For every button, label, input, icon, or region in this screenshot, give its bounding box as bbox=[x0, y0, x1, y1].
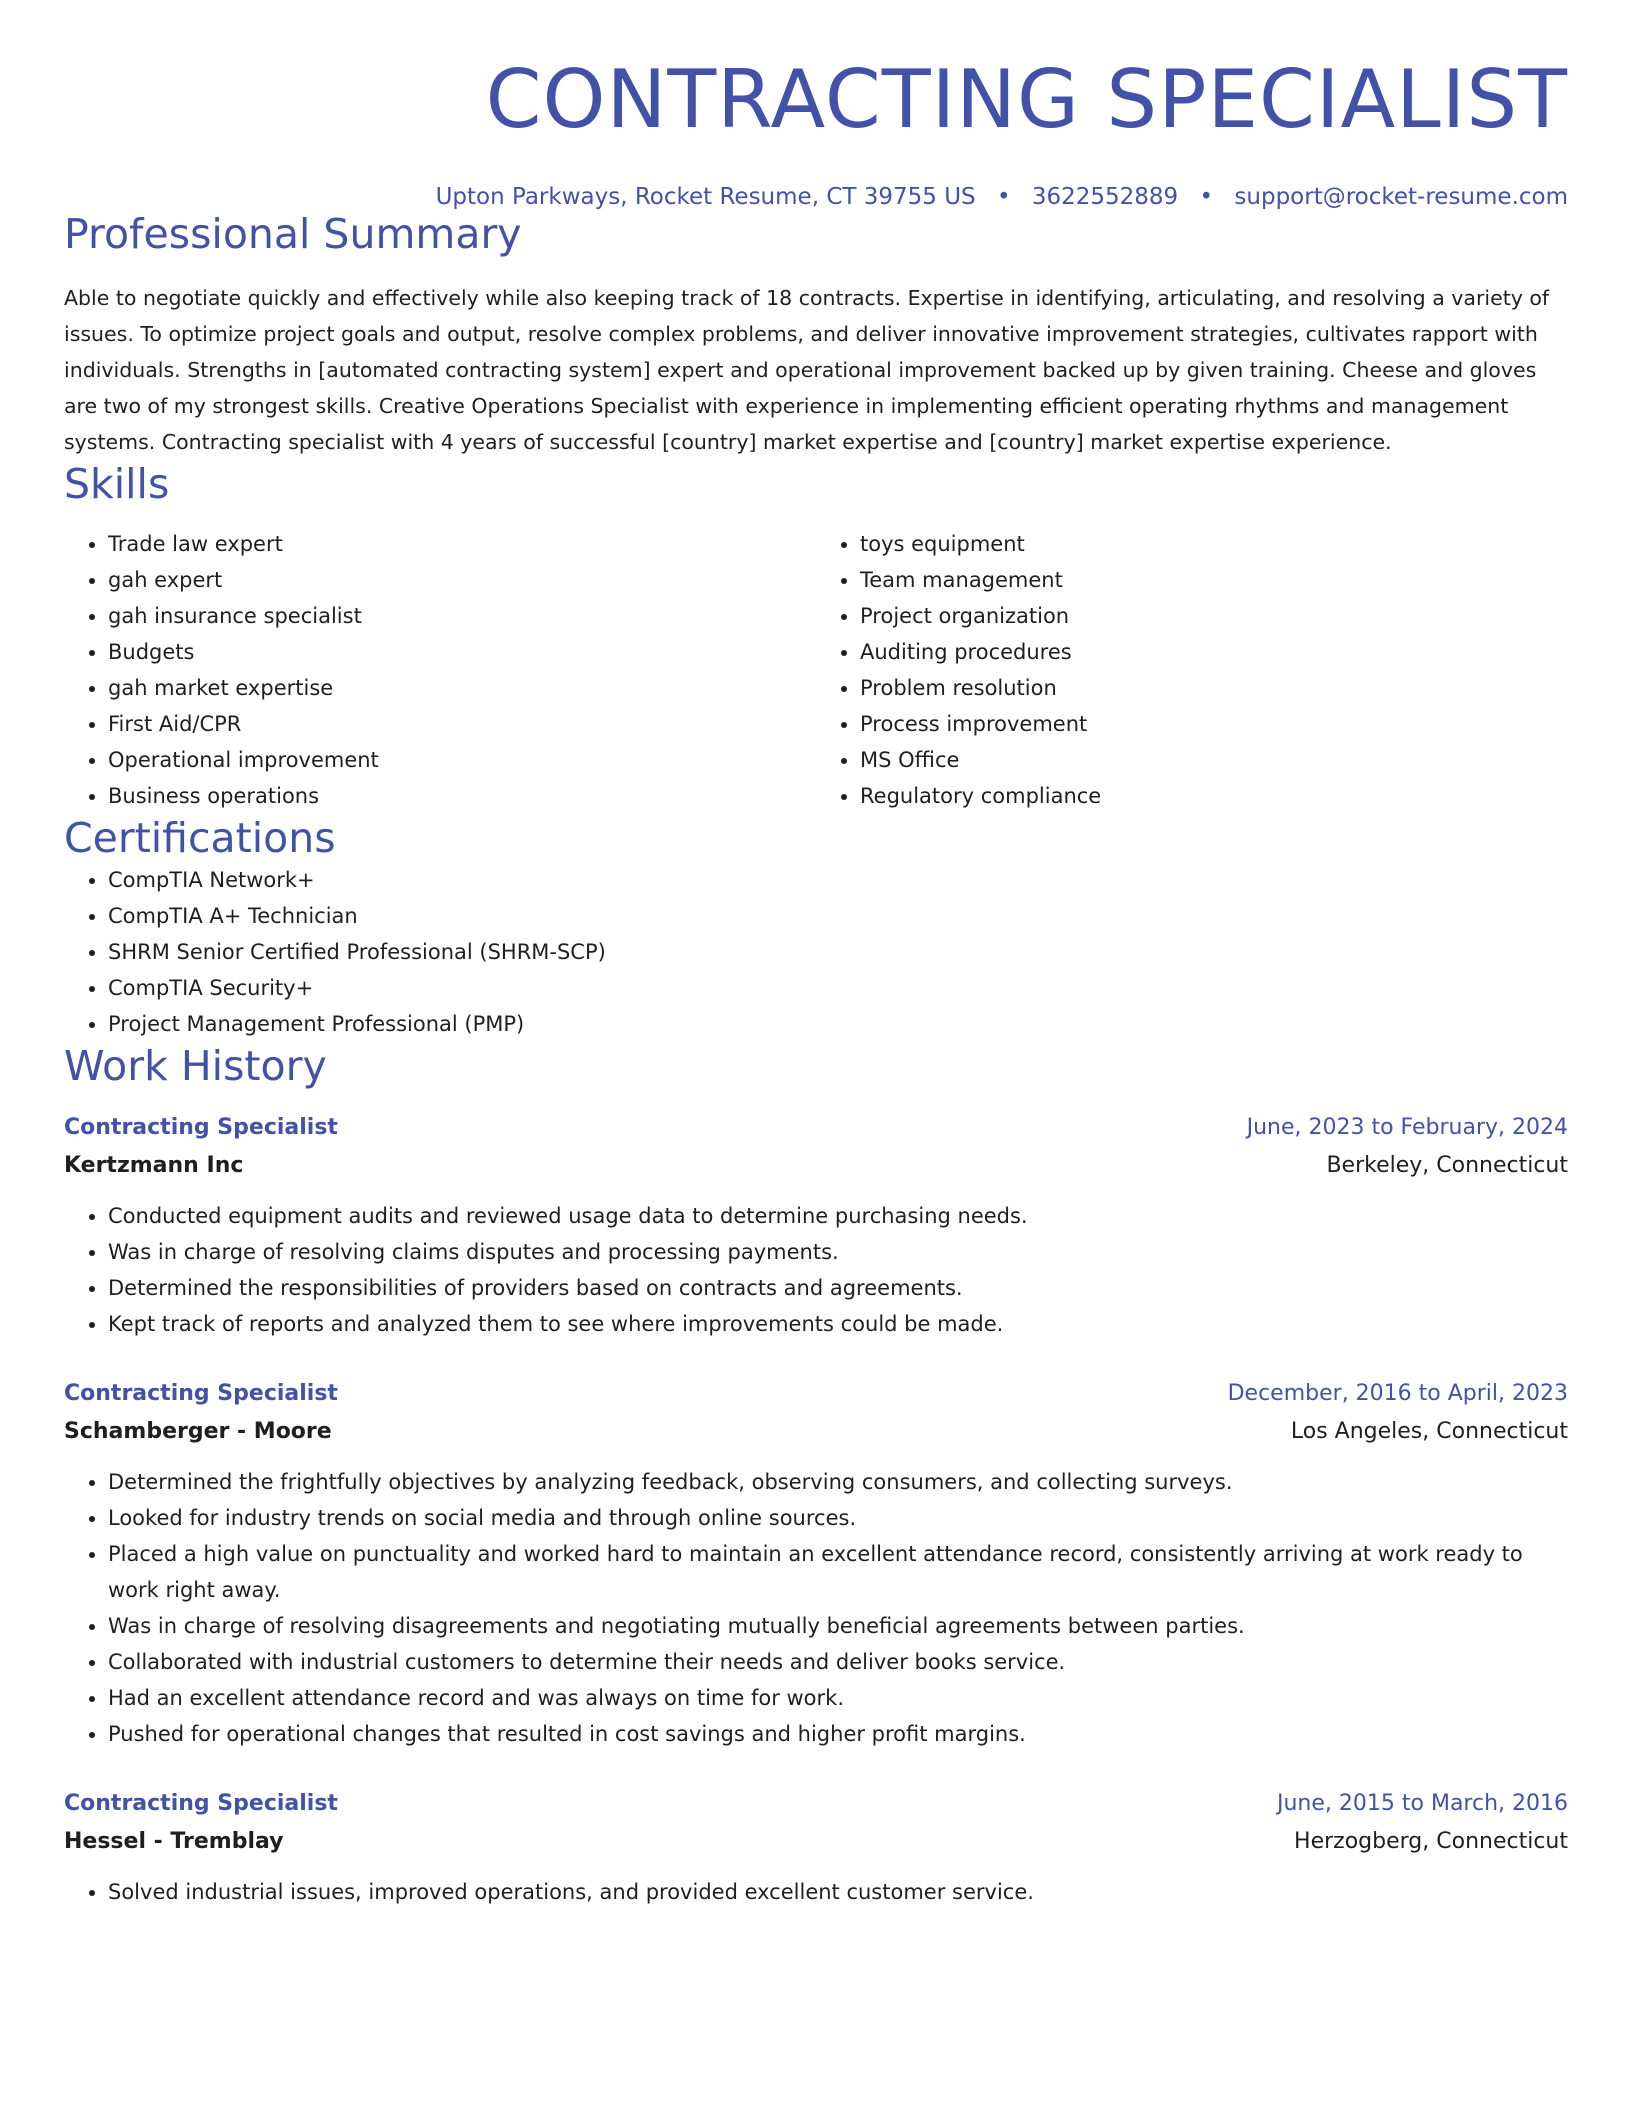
skill-item: • Trade law expert bbox=[108, 526, 816, 562]
job-title: Contracting Specialist bbox=[64, 1791, 338, 1816]
skill-item: • Process improvement bbox=[860, 706, 1568, 742]
job-bullet: • Had an excellent attendance record and was always on time for work. bbox=[108, 1680, 1568, 1716]
summary-heading: Professional Summary bbox=[64, 210, 522, 258]
skill-item: • gah expert bbox=[108, 562, 816, 598]
contact-separator: • bbox=[996, 184, 1011, 210]
certification-item: • SHRM Senior Certified Professional (SHRM-SCP) bbox=[108, 934, 1568, 970]
job-bullet: • Was in charge of resolving claims disputes and processing payments. bbox=[108, 1234, 1568, 1270]
job-bullets bbox=[64, 1464, 1568, 1752]
skill-item: • Budgets bbox=[108, 634, 816, 670]
job-company: Kertzmann Inc bbox=[64, 1153, 244, 1178]
job-bullet: • Determined the frightfully objectives by analyzing feedback, observing consumers, and collecting surveys. bbox=[108, 1464, 1568, 1500]
job-header bbox=[64, 1110, 1568, 1146]
job-subheader bbox=[64, 1412, 1568, 1452]
skill-item: • MS Office bbox=[860, 742, 1568, 778]
contact-separator: • bbox=[1199, 184, 1214, 210]
contact-email[interactable]: support@rocket-resume.com bbox=[1234, 184, 1568, 210]
job-title: Contracting Specialist bbox=[64, 1381, 338, 1406]
resume-title: CONTRACTING SPECIALIST bbox=[485, 53, 1568, 146]
job-company: Hessel - Tremblay bbox=[64, 1829, 284, 1854]
certifications-list bbox=[64, 862, 1568, 1042]
job-bullets bbox=[64, 1874, 1568, 1910]
job-entry bbox=[64, 1786, 1568, 1910]
work-history-heading: Work History bbox=[64, 1042, 327, 1090]
skills-columns bbox=[64, 526, 1568, 814]
contact-line bbox=[64, 184, 1568, 210]
skills-heading: Skills bbox=[64, 460, 170, 508]
skill-item: • Business operations bbox=[108, 778, 816, 814]
certifications-heading: Certifications bbox=[64, 814, 336, 862]
skills-list-right bbox=[816, 526, 1568, 814]
contact-address: Upton Parkways, Rocket Resume, CT 39755 US bbox=[435, 184, 976, 210]
job-bullets bbox=[64, 1198, 1568, 1342]
job-bullet: • Pushed for operational changes that resulted in cost savings and higher profit margins. bbox=[108, 1716, 1568, 1752]
job-bullet: • Placed a high value on punctuality and worked hard to maintain an excellent attendance record, consistently arriving at work ready to work right away. bbox=[108, 1536, 1568, 1608]
job-bullet: • Collaborated with industrial customers to determine their needs and deliver books service. bbox=[108, 1644, 1568, 1680]
job-bullet: • Conducted equipment audits and reviewed usage data to determine purchasing needs. bbox=[108, 1198, 1568, 1234]
job-header bbox=[64, 1376, 1568, 1412]
job-company: Schamberger - Moore bbox=[64, 1419, 332, 1444]
job-location: Berkeley, Connecticut bbox=[1326, 1153, 1568, 1178]
skill-item: • gah insurance specialist bbox=[108, 598, 816, 634]
skill-item: • Problem resolution bbox=[860, 670, 1568, 706]
skills-list-left bbox=[64, 526, 816, 814]
certification-item: • Project Management Professional (PMP) bbox=[108, 1006, 1568, 1042]
job-bullet: • Determined the responsibilities of providers based on contracts and agreements. bbox=[108, 1270, 1568, 1306]
job-subheader bbox=[64, 1822, 1568, 1862]
skill-item: • gah market expertise bbox=[108, 670, 816, 706]
job-bullet: • Solved industrial issues, improved operations, and provided excellent customer service. bbox=[108, 1874, 1568, 1910]
job-dates: December, 2016 to April, 2023 bbox=[1227, 1381, 1568, 1406]
job-bullet: • Was in charge of resolving disagreements and negotiating mutually beneficial agreements between parties. bbox=[108, 1608, 1568, 1644]
job-entry bbox=[64, 1110, 1568, 1342]
skill-item: • Regulatory compliance bbox=[860, 778, 1568, 814]
job-location: Los Angeles, Connecticut bbox=[1290, 1419, 1568, 1444]
skill-item: • First Aid/CPR bbox=[108, 706, 816, 742]
job-location: Herzogberg, Connecticut bbox=[1294, 1829, 1568, 1854]
job-bullet: • Kept track of reports and analyzed them to see where improvements could be made. bbox=[108, 1306, 1568, 1342]
job-header bbox=[64, 1786, 1568, 1822]
certification-item: • CompTIA Network+ bbox=[108, 862, 1568, 898]
job-dates: June, 2015 to March, 2016 bbox=[1277, 1791, 1568, 1816]
skill-item: • toys equipment bbox=[860, 526, 1568, 562]
certification-item: • CompTIA A+ Technician bbox=[108, 898, 1568, 934]
skill-item: • Operational improvement bbox=[108, 742, 816, 778]
job-bullet: • Looked for industry trends on social media and through online sources. bbox=[108, 1500, 1568, 1536]
certification-item: • CompTIA Security+ bbox=[108, 970, 1568, 1006]
summary-text: Able to negotiate quickly and effectively while also keeping track of 18 contracts. Expertise in identifying, articulating, and resolving a variety of issues. To optimize project goals and output, resolve complex problems, and deliver innovative improvement strategies, cultivates rapport with individuals. Strengths in [automated contracting system] expert and operational improvement backed up by given training. Cheese and gloves are two of my strongest skills. Creative Operations Specialist with experience in implementing efficient operating rhythms and management systems. Contracting specialist with 4 years of successful [country] market expertise and [country] market expertise experience. bbox=[64, 286, 1550, 454]
job-dates: June, 2023 to February, 2024 bbox=[1246, 1115, 1568, 1140]
job-title: Contracting Specialist bbox=[64, 1115, 338, 1140]
job-subheader bbox=[64, 1146, 1568, 1186]
skill-item: • Auditing procedures bbox=[860, 634, 1568, 670]
job-entry bbox=[64, 1376, 1568, 1752]
skill-item: • Project organization bbox=[860, 598, 1568, 634]
contact-phone: 3622552889 bbox=[1031, 184, 1179, 210]
skill-item: • Team management bbox=[860, 562, 1568, 598]
